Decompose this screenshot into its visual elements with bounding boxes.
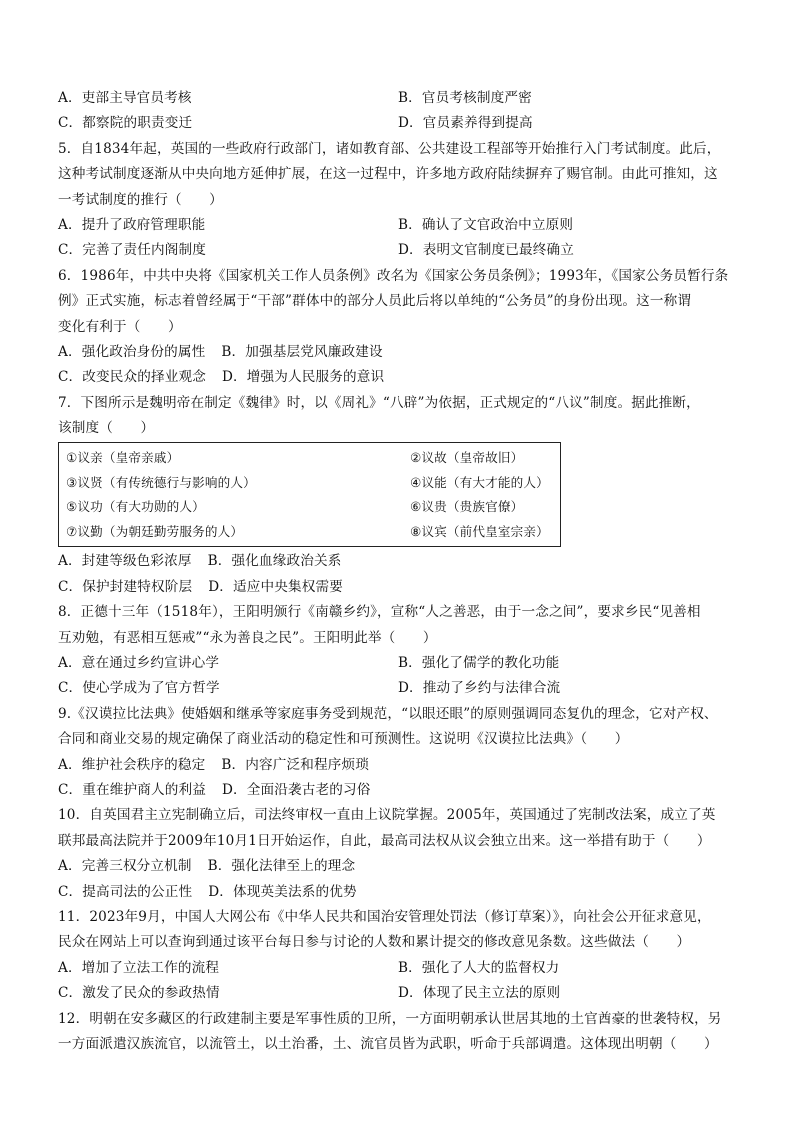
option-a[interactable]: A．增加了立法工作的流程 bbox=[58, 959, 220, 976]
question-8 bbox=[58, 600, 738, 702]
options-row bbox=[58, 753, 738, 778]
option-c[interactable]: C．提高司法的公正性 bbox=[58, 883, 193, 900]
question-7 bbox=[58, 391, 738, 601]
options-row bbox=[58, 956, 738, 981]
question-11 bbox=[58, 905, 738, 1007]
table-row bbox=[59, 471, 560, 496]
options-row bbox=[58, 651, 738, 676]
question-text: 互劝勉，有恶相互惩戒”“永为善良之民”。王阳明此举（ ） bbox=[58, 629, 437, 646]
option-b[interactable]: B．加强基层党风廉政建设 bbox=[221, 343, 383, 360]
question-text: 10．自英国君主立宪制确立后，司法终审权一直由上议院掌握。2005年，英国通过了宪制改法案，成立了英 bbox=[58, 807, 716, 824]
options-row bbox=[58, 981, 738, 1006]
option-d[interactable]: D．适应中央集权需要 bbox=[208, 578, 343, 595]
options-row bbox=[58, 365, 738, 390]
question-text: 民众在网站上可以查询到通过该平台每日参与讨论的人数和累计提交的修改意见条数。这些做法（ ） bbox=[58, 934, 691, 951]
options-row bbox=[58, 549, 738, 574]
q4-options bbox=[58, 111, 738, 136]
table-cell: ④议能（有大才能的人） bbox=[410, 474, 549, 490]
table-cell: ⑦议勤（为朝廷勤劳服务的人） bbox=[66, 523, 244, 539]
option-c[interactable]: C．重在维护商人的利益 bbox=[58, 781, 206, 798]
option-c[interactable]: C．完善了责任内阁制度 bbox=[58, 242, 206, 259]
table-cell: ⑥议贵（贵族官僚） bbox=[410, 499, 524, 515]
q4-options bbox=[58, 86, 738, 111]
question-text: 联邦最高法院并于2009年10月1日开始运作，自此，最高司法权从议会独立出来。这一举措有助于（ ） bbox=[58, 832, 711, 849]
option-c[interactable]: C．使心学成为了官方哲学 bbox=[58, 680, 220, 697]
option-d[interactable]: D．体现英美法系的优势 bbox=[208, 883, 357, 900]
options-row bbox=[58, 854, 738, 879]
question-5 bbox=[58, 137, 738, 264]
options-row bbox=[58, 676, 738, 701]
option-d[interactable]: D．表明文官制度已最终确立 bbox=[398, 242, 574, 259]
question-text: 12．明朝在安多藏区的行政建制主要是军事性质的卫所，一方面明朝承认世居其地的土官酋豪的世袭特权，另 bbox=[58, 1010, 722, 1027]
options-row bbox=[58, 213, 738, 238]
question-text: 合同和商业交易的规定确保了商业活动的稳定性和可预测性。这说明《汉谟拉比法典》（ ） bbox=[58, 731, 629, 748]
options-row bbox=[58, 575, 738, 600]
option-d[interactable]: D．增强为人民服务的意识 bbox=[222, 369, 385, 386]
option-c[interactable]: C．保护封建特权阶层 bbox=[58, 578, 193, 595]
option-a[interactable]: A．吏部主导官员考核 bbox=[58, 90, 192, 106]
options-row bbox=[58, 880, 738, 905]
question-text: 一方面派遣汉族流官，以流管土，以土治番，土、流官员皆为武职，听命于兵部调遣。这体现出明朝（ ） bbox=[58, 1035, 718, 1052]
option-b[interactable]: B．官员考核制度严密 bbox=[398, 90, 532, 106]
question-text: 6．1986年，中共中央将《国家机关工作人员条例》改名为《国家公务员条例》；1993年，《国家公务员暂行条 bbox=[58, 267, 729, 284]
options-row bbox=[58, 778, 738, 803]
question-text: 7．下图所示是魏明帝在制定《魏律》时，以《周礼》“八辟”为依据，正式规定的“八议”制度。据此推断， bbox=[58, 394, 700, 411]
table-cell: ①议亲（皇帝亲戚） bbox=[66, 450, 180, 466]
option-b[interactable]: B．确认了文官政治中立原则 bbox=[398, 216, 574, 233]
table-row bbox=[59, 520, 560, 545]
option-b[interactable]: B．强化法律至上的理念 bbox=[207, 858, 356, 875]
option-c[interactable]: C．改变民众的择业观念 bbox=[58, 369, 206, 386]
question-text: 这种考试制度逐渐从中央向地方延伸扩展，在这一过程中，许多地方政府陆续摒弃了赐官制。由此可推知，这 bbox=[58, 166, 718, 183]
option-a[interactable]: A．封建等级色彩浓厚 bbox=[58, 553, 192, 570]
option-b[interactable]: B．强化了儒学的教化功能 bbox=[398, 655, 560, 672]
option-c[interactable]: C．激发了民众的参政热情 bbox=[58, 985, 220, 1002]
ba-yi-table bbox=[58, 442, 561, 547]
option-c[interactable]: C．都察院的职责变迁 bbox=[58, 115, 193, 132]
question-12 bbox=[58, 1007, 738, 1058]
question-9 bbox=[58, 702, 738, 804]
option-a[interactable]: A．完善三权分立机制 bbox=[58, 858, 192, 875]
question-text: 一考试制度的推行（ ） bbox=[58, 191, 223, 208]
question-text: 9.《汉谟拉比法典》使婚姻和继承等家庭事务受到规范，“以眼还眼”的原则强调同态复仇的理念，它对产权、 bbox=[58, 705, 718, 722]
table-cell: ③议贤（有传统德行与影响的人） bbox=[66, 474, 256, 490]
table-row bbox=[59, 495, 560, 520]
option-b[interactable]: B．内容广泛和程序烦琐 bbox=[221, 756, 369, 773]
table-cell: ⑤议功（有大功勋的人） bbox=[66, 499, 205, 515]
option-a[interactable]: A．意在通过乡约宣讲心学 bbox=[58, 655, 220, 672]
table-cell: ⑧议宾（前代皇室宗亲） bbox=[410, 523, 549, 539]
option-d[interactable]: D．官员素养得到提高 bbox=[398, 115, 533, 132]
option-a[interactable]: A．提升了政府管理职能 bbox=[58, 216, 206, 233]
option-a[interactable]: A．维护社会秩序的稳定 bbox=[58, 756, 206, 773]
option-a[interactable]: A．强化政治身份的属性 bbox=[58, 343, 206, 360]
option-d[interactable]: D．体现了民主立法的原则 bbox=[398, 985, 561, 1002]
options-row bbox=[58, 238, 738, 263]
option-d[interactable]: D．推动了乡约与法律合流 bbox=[398, 680, 561, 697]
table-cell: ②议故（皇帝故旧） bbox=[410, 450, 524, 466]
option-b[interactable]: B．强化血缘政治关系 bbox=[207, 553, 342, 570]
table-row bbox=[59, 446, 560, 471]
option-d[interactable]: D．全面沿袭古老的习俗 bbox=[222, 781, 371, 798]
options-row bbox=[58, 340, 738, 365]
option-b[interactable]: B．强化了人大的监督权力 bbox=[398, 959, 560, 976]
question-10 bbox=[58, 803, 738, 905]
question-text: 该制度（ ） bbox=[58, 420, 155, 437]
question-text: 8．正德十三年（1518年），王阳明颁行《南赣乡约》，宣称“人之善恶，由于一念之间”，要求乡民“见善相 bbox=[58, 604, 701, 621]
question-text: 变化有利于（ ） bbox=[58, 318, 182, 335]
exam-page bbox=[58, 86, 738, 1057]
question-text: 11．2023年9月，中国人大网公布《中华人民共和国治安管理处罚法（修订草案）》，向社会公开征求意见， bbox=[58, 908, 711, 925]
question-6 bbox=[58, 264, 738, 391]
question-text: 例》正式实施，标志着曾经属于“干部”群体中的部分人员此后将以单纯的“公务员”的身份出现。这一称谓 bbox=[58, 293, 692, 310]
question-text: 5．自1834年起，英国的一些政府行政部门，诸如教育部、公共建设工程部等开始推行入门考试制度。此后， bbox=[58, 140, 721, 157]
